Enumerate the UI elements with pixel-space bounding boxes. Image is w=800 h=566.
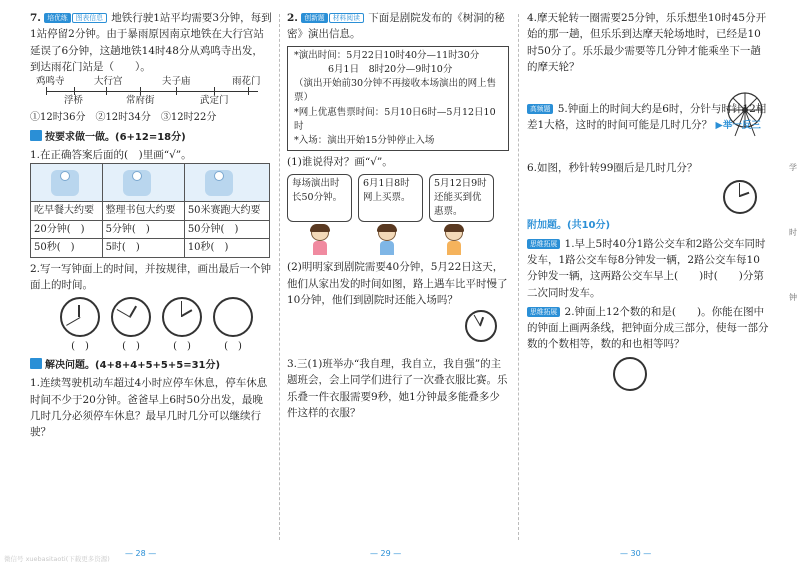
tag-badge: 培优练 bbox=[44, 13, 70, 23]
table-cell: 整理书包大约要 bbox=[102, 202, 184, 221]
info-line: *入场：演出开始15分钟停止入场 bbox=[294, 135, 435, 147]
table-cell: 50米赛跑大约要 bbox=[184, 202, 269, 221]
question-text: 5.钟面上的时间大约是6时，分针与时针12相差1大格，这时的时间可能是几时几分？ bbox=[527, 103, 767, 132]
tag-badge: 思维拓展 bbox=[527, 239, 560, 249]
practice-link[interactable]: ▶举一反三 bbox=[715, 120, 761, 132]
table-cell[interactable]: 5时( ) bbox=[102, 239, 184, 258]
sub-question: (1)谁说得对？画“√”。 bbox=[287, 156, 393, 169]
question-number: 7. bbox=[30, 12, 41, 24]
column-divider bbox=[518, 14, 519, 540]
girl-illustration bbox=[307, 225, 333, 255]
answer-blank[interactable]: ( ) bbox=[122, 341, 140, 353]
question-text: 6.如图，秒针转99圈后是几时几分？ bbox=[527, 162, 698, 175]
section-icon bbox=[30, 358, 42, 369]
question-text: 2.钟面上12个数的和是( )。你能在图中的钟面上画两条线，把钟面分成三部分，使每一部分数的个数相等，数的和也相等吗？ bbox=[527, 305, 769, 351]
info-line: 6月1日 8时20分—9时10分 bbox=[328, 63, 453, 75]
info-line: *网上优惠售票时间：5月10日6时—5月12日10时 bbox=[294, 106, 496, 132]
question-text: 1.连续驾驶机动车超过4小时应停车休息，停车休息时间不少于20分钟。爸爸早上6时50分出发，最晚几时几分必须停车休息？最早几时几分可以继续行驶？ bbox=[30, 377, 268, 439]
speech-bubble: 6月1日8时网上买票。 bbox=[358, 174, 423, 223]
question-text: 1.早上5时40分1路公交车和2路公交车同时发车，1路公交车每8分钟发一辆，2路公交车每10分钟发一辆，这两路公交车早上( )时( )分第二次同时发车。 bbox=[527, 237, 766, 299]
question-text: 下面是剧院发布的《树洞的秘密》演出信息。 bbox=[287, 12, 505, 41]
answer-blank[interactable]: ( ) bbox=[224, 341, 242, 353]
station-label: 大行宫 bbox=[94, 76, 123, 88]
speech-bubbles bbox=[287, 174, 509, 223]
section-icon bbox=[30, 130, 42, 141]
clock-face bbox=[465, 310, 497, 342]
question-3 bbox=[287, 356, 509, 421]
question-1 bbox=[30, 147, 272, 258]
picture-cell bbox=[31, 164, 103, 202]
table-cell: 吃早餐大约要 bbox=[31, 202, 103, 221]
table-cell[interactable]: 10秒( ) bbox=[184, 239, 269, 258]
column-left bbox=[30, 10, 272, 528]
section-title: 按要求做一做。(6+12=18分) bbox=[45, 131, 186, 143]
question-number: 2. bbox=[287, 12, 298, 24]
picture-cell bbox=[184, 164, 269, 202]
info-line: （演出开始前30分钟不再接收本场演出的网上售票） bbox=[294, 78, 497, 104]
station-label: 雨花门 bbox=[232, 76, 261, 88]
table-cell[interactable]: 50分钟( ) bbox=[184, 220, 269, 239]
table-cell[interactable]: 50秒( ) bbox=[31, 239, 103, 258]
answer-options: ①12时36分 ②12时34分 ③12时22分 bbox=[30, 112, 217, 124]
page-edge-text: 学 时 钟 bbox=[789, 163, 797, 303]
tag-badge: 材料阅读 bbox=[329, 13, 364, 23]
question-7 bbox=[30, 10, 272, 126]
clock-face-blank[interactable] bbox=[213, 297, 253, 337]
answer-blank[interactable]: ( ) bbox=[173, 341, 191, 353]
tag-badge: 思维拓展 bbox=[527, 307, 560, 317]
station-label: 夫子庙 bbox=[162, 76, 191, 88]
children-illustrations bbox=[287, 225, 487, 255]
clock-face bbox=[723, 180, 757, 214]
question-text: 1.在正确答案后面的( )里画“√”。 bbox=[30, 149, 192, 162]
choice-table bbox=[30, 163, 270, 258]
speech-bubble: 每场演出时长50分钟。 bbox=[287, 174, 352, 223]
column-middle bbox=[287, 10, 509, 528]
schoolbag-illustration bbox=[123, 170, 151, 196]
question-2 bbox=[30, 261, 272, 355]
subway-line-diagram bbox=[36, 77, 272, 109]
sub-question: (2)明明家到剧院需要40分钟，5月22日这天，他们从家出发的时间如图，路上遇车比平时慢了10分钟，他们到剧院时还能入场吗？ bbox=[287, 261, 508, 306]
question-6 bbox=[527, 160, 770, 214]
section-heading: 附加题。(共10分) bbox=[527, 220, 611, 232]
question-driving bbox=[30, 375, 272, 440]
clock-face bbox=[60, 297, 100, 337]
watermark: 微信号 xuebasitaoti(下载更多资源) bbox=[4, 554, 110, 563]
table-cell[interactable]: 20分钟( ) bbox=[31, 220, 103, 239]
station-label: 武定门 bbox=[200, 95, 229, 107]
section-heading bbox=[30, 130, 272, 146]
page-number: — 28 — bbox=[125, 548, 157, 558]
clock-face bbox=[162, 297, 202, 337]
column-right bbox=[527, 10, 770, 528]
girl-illustration bbox=[441, 225, 467, 255]
picture-cell bbox=[102, 164, 184, 202]
info-line: *演出时间：5月22日10时40分—11时30分 bbox=[294, 49, 480, 61]
question-text: 4.摩天轮转一圈需要25分钟，乐乐想坐10时45分开始的那一趟，但乐乐到达摩天轮场地时，已经是10时50分了。乐乐最少需要等几分钟才能乘坐下一趟的摩天轮？ bbox=[527, 12, 767, 73]
question-theater bbox=[287, 10, 509, 342]
section-heading bbox=[30, 358, 272, 374]
answer-blank[interactable]: ( ) bbox=[71, 341, 89, 353]
subway-line bbox=[46, 91, 258, 92]
tag-badge: 创新题 bbox=[301, 13, 327, 23]
extra-question-1 bbox=[527, 236, 770, 301]
speech-bubble: 5月12日9时还能买到优惠票。 bbox=[429, 174, 494, 223]
clock-face bbox=[111, 297, 151, 337]
boy-illustration bbox=[374, 225, 400, 255]
page-number: — 30 — bbox=[620, 548, 652, 558]
breakfast-illustration bbox=[51, 170, 79, 196]
column-divider bbox=[279, 14, 280, 540]
station-label: 鸡鸣寺 bbox=[36, 76, 65, 88]
question-text: 地铁行驶1站平均需要3分钟，每到1站停留2分钟。由于暴雨原因南京地铁在大行宫站延误了6分钟，这趟地铁14时48分从鸡鸣寺出发，到达雨花门站是（ ）。 bbox=[30, 12, 272, 73]
page-number: — 29 — bbox=[370, 548, 402, 558]
table-cell[interactable]: 5分钟( ) bbox=[102, 220, 184, 239]
answer-blanks bbox=[60, 339, 272, 355]
question-4 bbox=[527, 10, 770, 75]
question-text: 2.写一写钟面上的时间，并按规律，画出最后一个钟面上的时间。 bbox=[30, 262, 272, 292]
station-label: 浮桥 bbox=[64, 95, 84, 107]
show-info-box bbox=[287, 46, 509, 152]
question-text: 3.三(1)班举办“我自理，我自立，我自强”的主题班会，会上同学们进行了一次叠衣服比赛。乐乐叠一件衣服需要9秒，她1分钟最多能叠多少件这样的衣服？ bbox=[287, 358, 508, 419]
running-illustration bbox=[205, 170, 233, 196]
tag-badge: 图表信息 bbox=[72, 13, 107, 23]
tag-badge: 高频题 bbox=[527, 104, 553, 114]
clock-row bbox=[60, 297, 272, 337]
question-5 bbox=[527, 101, 770, 134]
station-label: 常府街 bbox=[126, 95, 155, 107]
clock-face[interactable] bbox=[613, 357, 647, 391]
section-title: 解决问题。(4+8+4+5+5+5=31分) bbox=[45, 359, 221, 371]
extra-question-2 bbox=[527, 304, 770, 391]
